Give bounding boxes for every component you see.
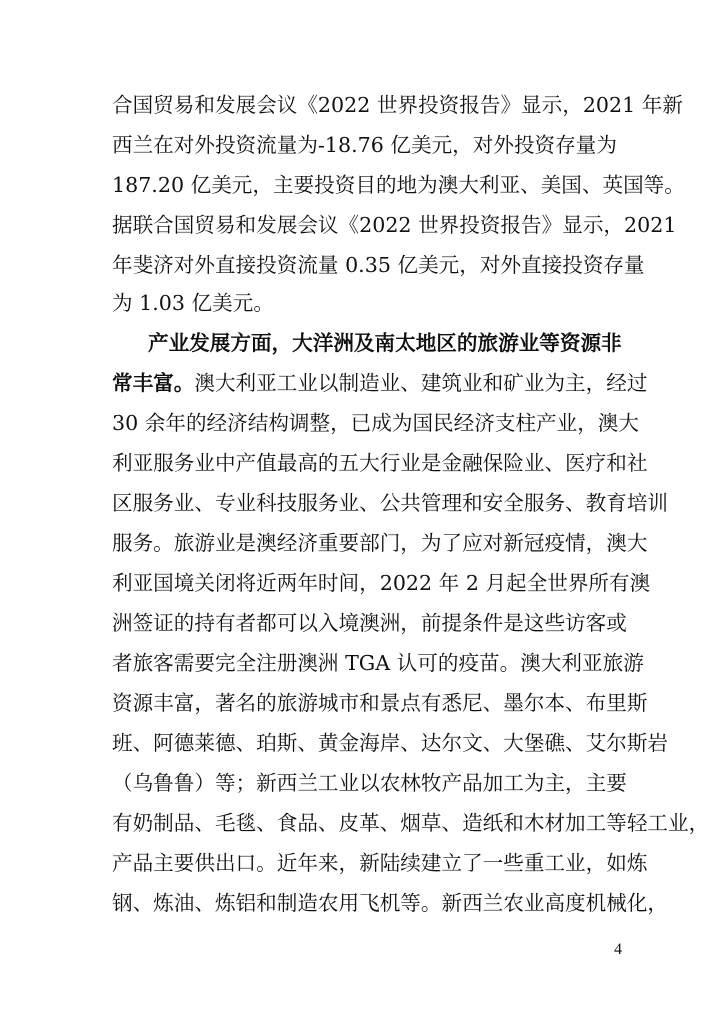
text-line: 合国贸易和发展会议《2022 世界投资报告》显示，2021 年新 bbox=[112, 93, 683, 117]
text-line: 为 1.03 亿美元。 bbox=[112, 291, 274, 315]
text-line: （乌鲁鲁）等；新西兰工业以农林牧产品加工为主，主要 bbox=[112, 771, 627, 795]
text-line: 有奶制品、毛毯、食品、皮革、烟草、造纸和木材加工等轻工业， bbox=[112, 811, 710, 835]
page-number: 4 bbox=[614, 941, 622, 958]
text-line: 资源丰富，著名的旅游城市和景点有悉尼、墨尔本、布里斯 bbox=[112, 691, 648, 715]
text-line: 钢、炼油、炼铝和制造农用飞机等。新西兰农业高度机械化， bbox=[112, 891, 669, 915]
text-line: 187.20 亿美元，主要投资目的地为澳大利亚、美国、英国等。 bbox=[112, 173, 685, 197]
text-line: 者旅客需要完全注册澳洲 TGA 认可的疫苗。澳大利亚旅游 bbox=[112, 651, 644, 675]
section-heading bbox=[148, 326, 622, 360]
text-span: 澳大利亚工业以制造业、建筑业和矿业为主，经过 bbox=[194, 371, 648, 395]
text-line: 利亚服务业中产值最高的五大行业是金融保险业、医疗和社 bbox=[112, 451, 648, 475]
text-line: 洲签证的持有者都可以入境澳洲，前提条件是这些访客或 bbox=[112, 611, 627, 635]
text-line: 服务。旅游业是澳经济重要部门，为了应对新冠疫情，澳大 bbox=[112, 531, 648, 555]
text-line: 据联合国贸易和发展会议《2022 世界投资报告》显示，2021 bbox=[112, 213, 677, 237]
text-line: 班、阿德莱德、珀斯、黄金海岸、达尔文、大堡礁、艾尔斯岩 bbox=[112, 731, 669, 755]
text-line bbox=[112, 366, 648, 400]
text-line: 30 余年的经济结构调整，已成为国民经济支柱产业，澳大 bbox=[112, 411, 639, 435]
text-line: 年斐济对外直接投资流量 0.35 亿美元，对外直接投资存量 bbox=[112, 253, 645, 277]
heading-bold-text: 常丰富。 bbox=[112, 371, 195, 395]
text-line: 产品主要供出口。近年来，新陆续建立了一些重工业，如炼 bbox=[112, 851, 648, 875]
text-line: 区服务业、专业科技服务业、公共管理和安全服务、教育培训 bbox=[112, 491, 669, 515]
heading-bold-text: 产业发展方面，大洋洲及南太地区的旅游业等资源非 bbox=[148, 331, 622, 355]
text-line: 利亚国境关闭将近两年时间，2022 年 2 月起全世界所有澳 bbox=[112, 571, 651, 595]
text-line: 西兰在对外投资流量为-18.76 亿美元，对外投资存量为 bbox=[112, 133, 617, 157]
